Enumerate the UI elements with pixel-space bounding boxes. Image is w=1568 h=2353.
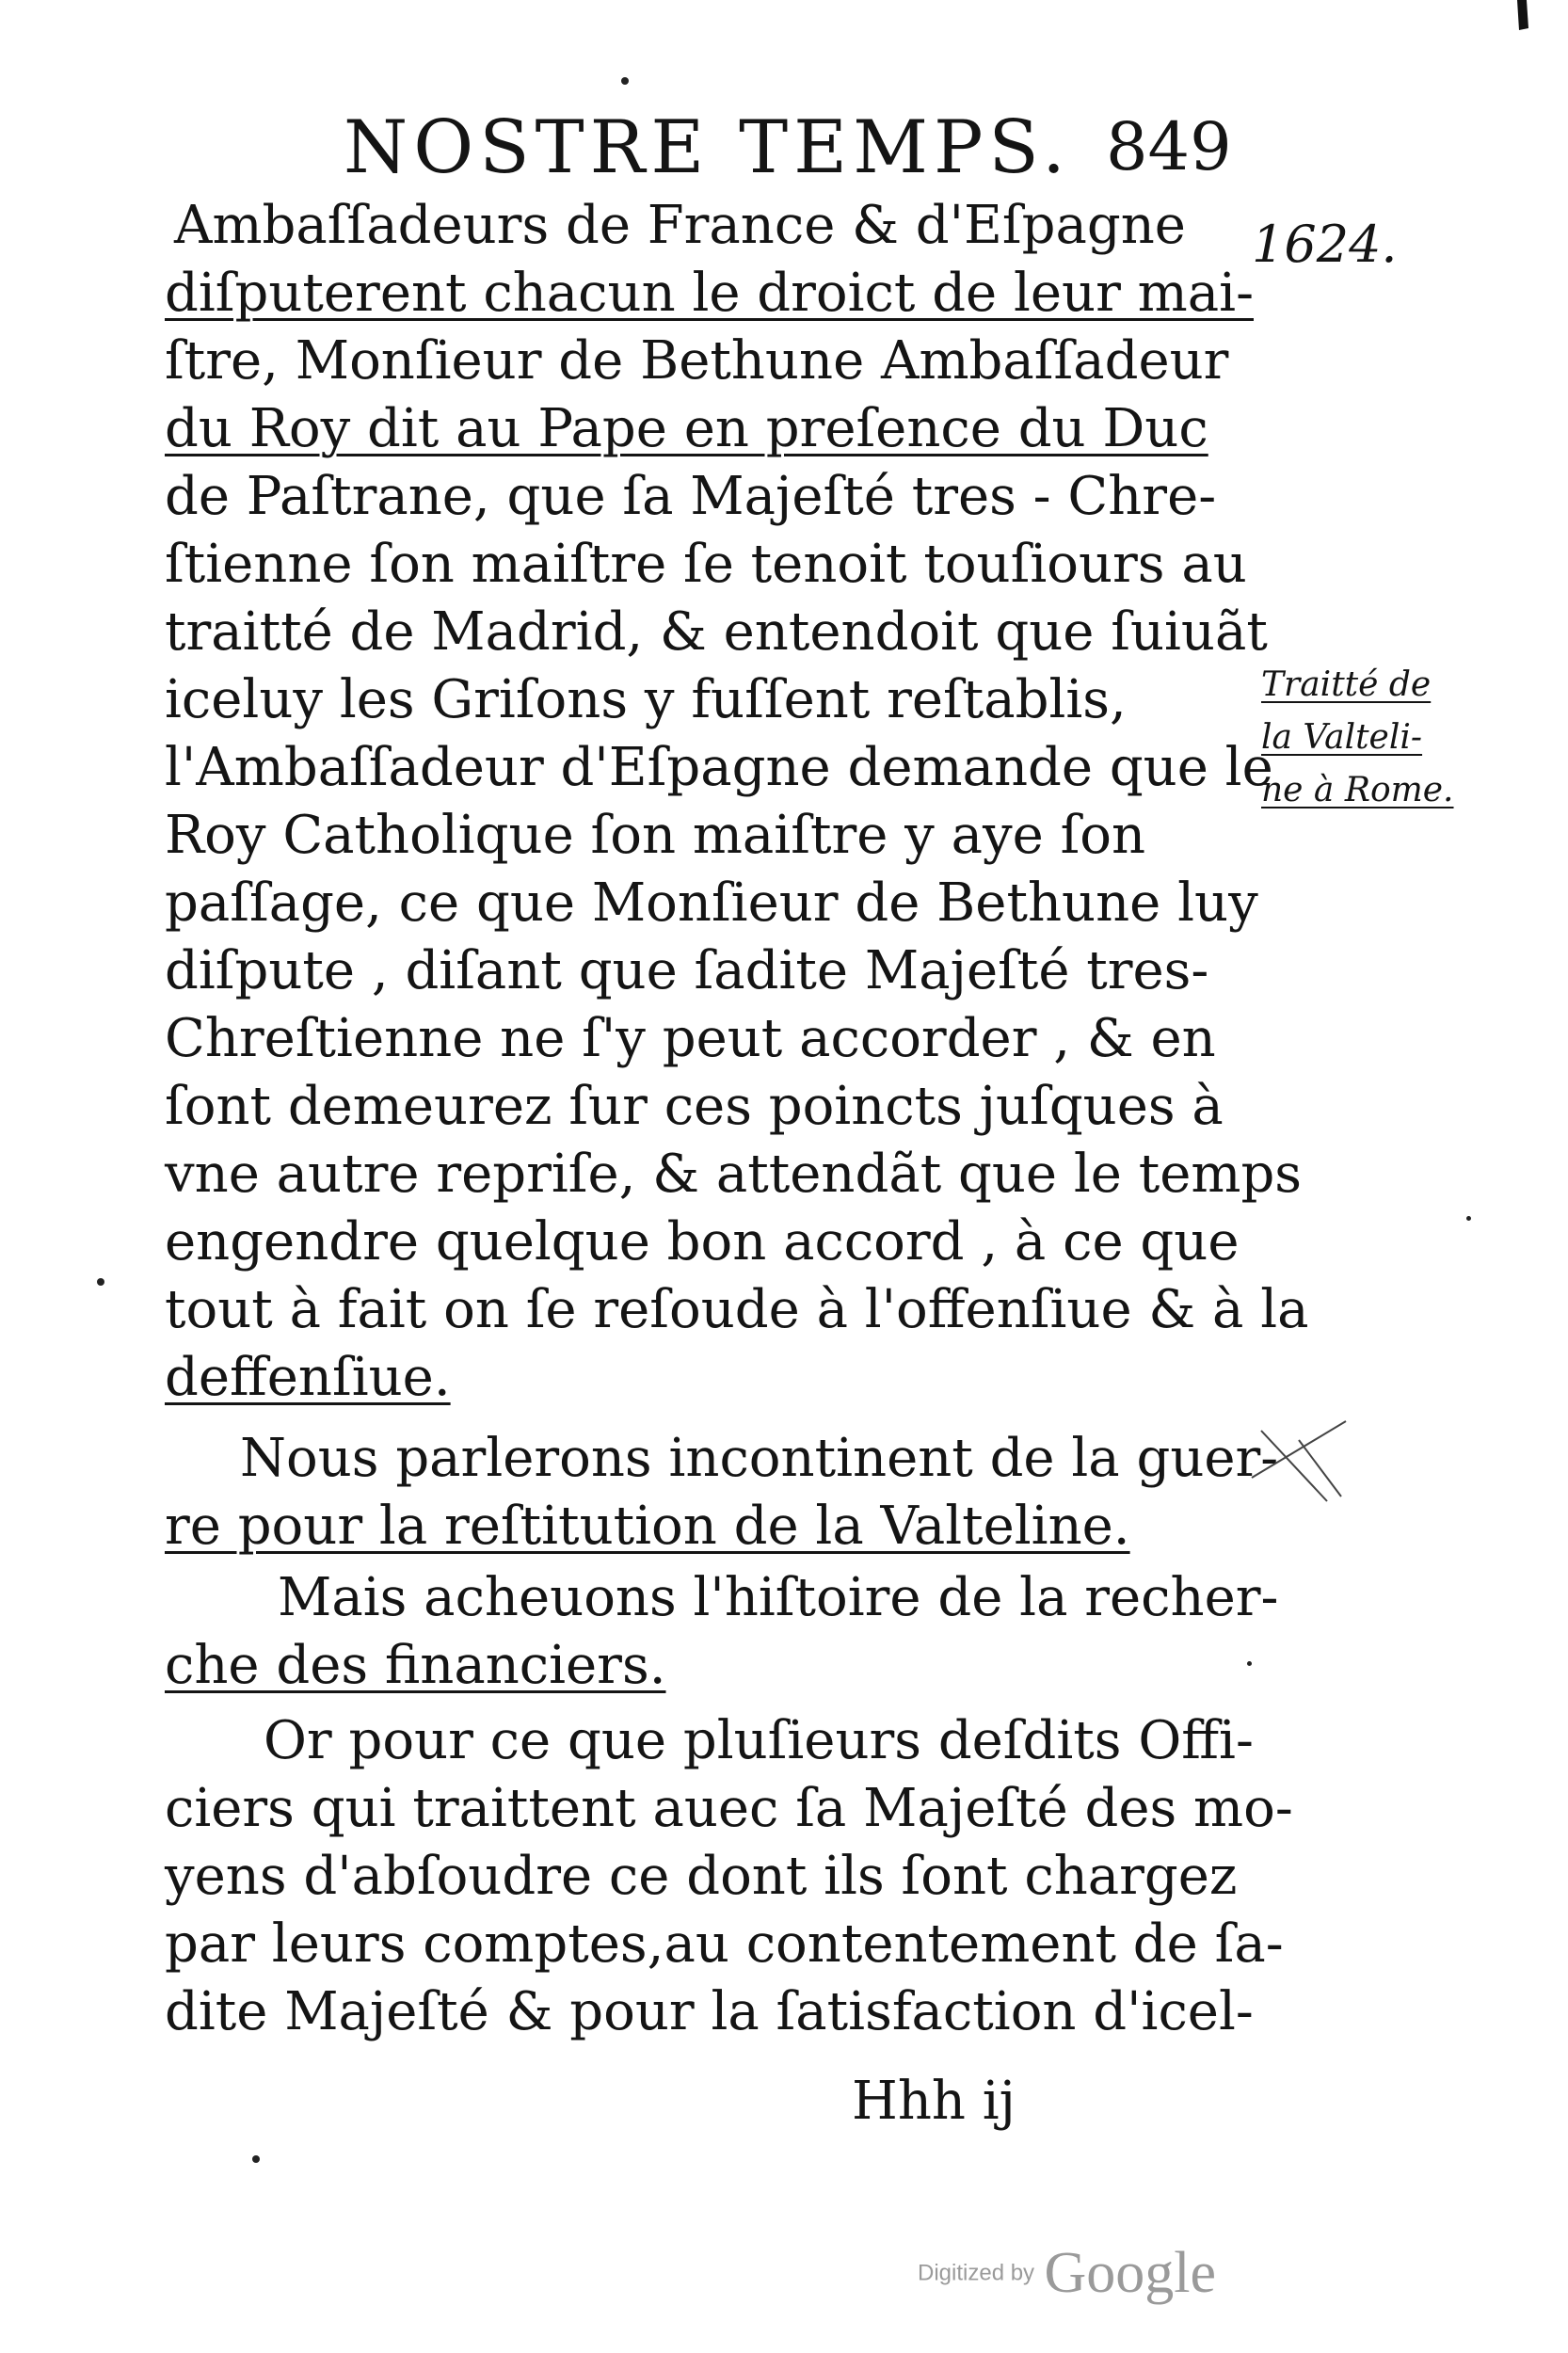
text-line: diſputerent chacun le droict de leur mai- [165, 263, 1254, 324]
text-line: ſtre, Monſieur de Bethune Ambaſſadeur [165, 330, 1229, 392]
text-line: dite Majeſté & pour la ſatisfaction d'icel- [165, 1981, 1254, 2042]
text-line: ciers qui traittent auec ſa Majeſté des mo- [165, 1778, 1293, 1839]
text-line: deffenſiue. [165, 1347, 451, 1408]
text-line: Nous parlerons incontinent de la guer- [240, 1428, 1279, 1489]
ink-speck [97, 1278, 104, 1286]
margin-note [1261, 659, 1496, 817]
page-number: 849 [1106, 108, 1232, 185]
text-line: Roy Catholique ſon maiſtre y aye ſon [165, 805, 1146, 866]
text-line: che des financiers. [165, 1635, 666, 1696]
margin-note-line: la Valteli- [1261, 718, 1423, 757]
text-line: tout à fait on ſe reſoude à l'offenſiue & à la [165, 1279, 1309, 1340]
text-line: yens d'abſoudre ce dont ils ſont chargez [165, 1846, 1238, 1907]
margin-year: 1624. [1252, 215, 1398, 274]
text-line: ſont demeurez ſur ces poincts juſques à [165, 1076, 1224, 1137]
ink-mark [1242, 1412, 1355, 1515]
text-line: paſſage, ce que Monſieur de Bethune luy [165, 872, 1258, 934]
text-line: re pour la reſtitution de la Valteline. [165, 1496, 1130, 1557]
text-line: Chreſtienne ne ſ'y peut accorder , & en [165, 1008, 1216, 1069]
text-line: Ambaſſadeurs de France & d'Eſpagne [174, 195, 1186, 256]
ink-speck [1466, 1216, 1471, 1221]
text-line: de Paſtrane, que ſa Majeſté tres - Chre- [165, 466, 1217, 527]
ink-speck [1247, 1661, 1252, 1666]
corner-mark [1513, 0, 1534, 38]
ink-speck [621, 77, 629, 85]
text-line: par leurs comptes,au contentement de ſa- [165, 1913, 1284, 1975]
text-line: ſtienne ſon maiſtre ſe tenoit touſiours au [165, 534, 1247, 595]
text-line: Mais acheuons l'hiſtoire de la recher- [278, 1567, 1279, 1628]
text-line: Or pour ce que pluſieurs deſdits Offi- [264, 1710, 1254, 1771]
text-line: l'Ambaſſadeur d'Eſpagne demande que le [165, 737, 1273, 798]
text-line: iceluy les Griſons y fuſſent reſtablis, [165, 669, 1127, 730]
running-head: NOSTRE TEMPS. [344, 105, 1071, 190]
margin-note-line: ne à Rome. [1261, 771, 1454, 809]
signature-mark: Hhh ij [852, 2071, 1016, 2132]
margin-note-line: Traitté de [1261, 665, 1432, 704]
text-line: engendre quelque bon accord , à ce que [165, 1211, 1240, 1273]
google-logo: Google [1044, 2241, 1217, 2305]
text-line: diſpute , diſant que ſadite Majeſté tres- [165, 940, 1209, 1001]
digitized-watermark [918, 2240, 1216, 2307]
text-line: du Roy dit au Pape en preſence du Duc [165, 398, 1208, 459]
text-line: vne autre repriſe, & attendãt que le temps [165, 1144, 1303, 1205]
watermark-prefix: Digitized by [918, 2260, 1035, 2286]
ink-speck [252, 2155, 260, 2163]
text-line: traitté de Madrid, & entendoit que ſuiuãt [165, 601, 1268, 663]
